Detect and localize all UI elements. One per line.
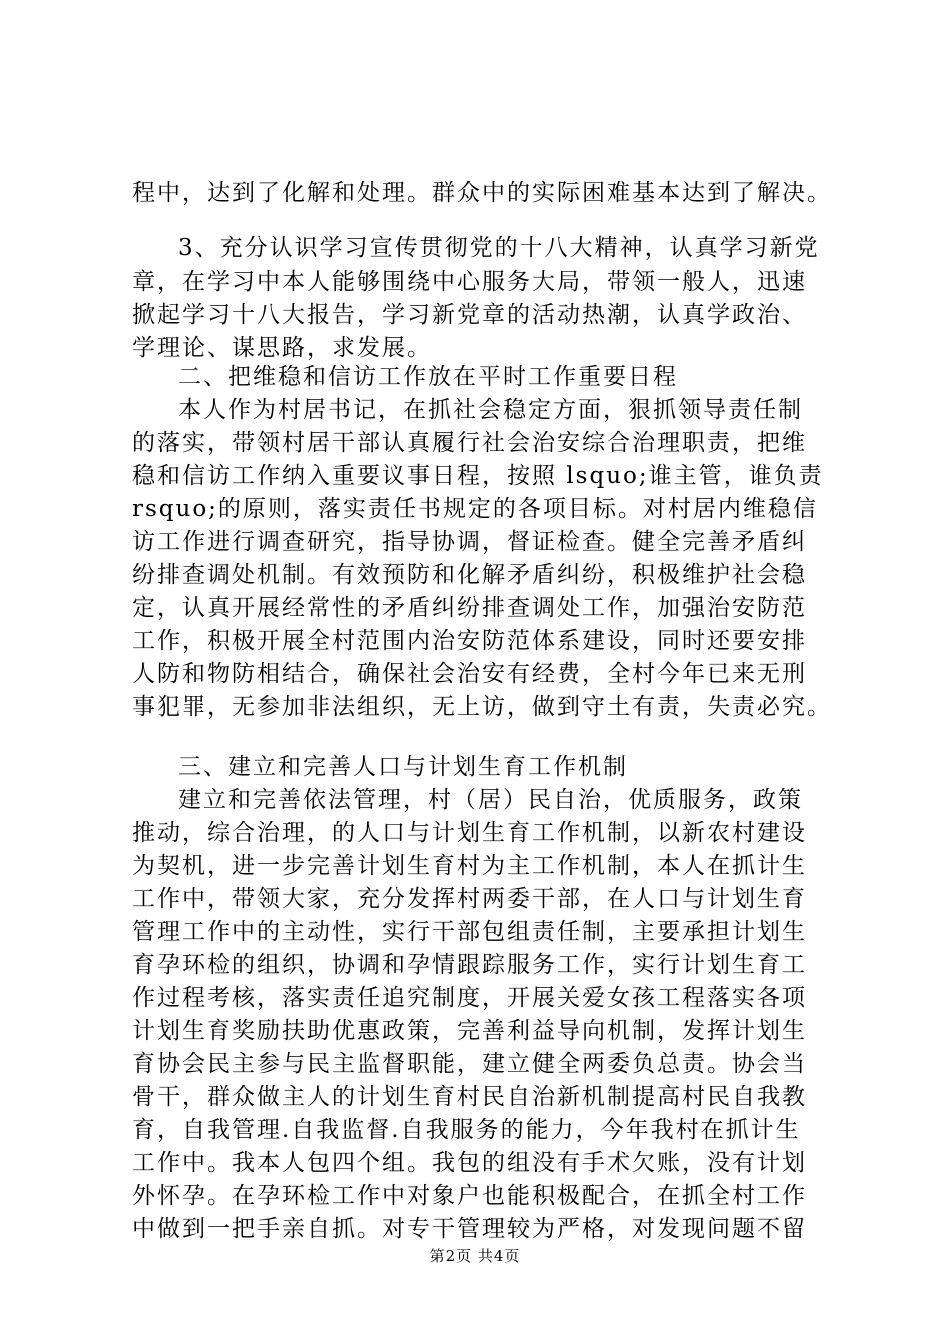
body-text-line: 工作，积极开展全村范围内治安防范体系建设，同时还要安排 [132, 628, 807, 654]
body-text-line: 管理工作中的主动性，实行干部包组责任制，主要承担计划生 [132, 919, 807, 945]
body-text-line: 计划生育奖励扶助优惠政策，完善利益导向机制，发挥计划生 [132, 1018, 807, 1044]
section-heading: 三、建立和完善人口与计划生育工作机制 [178, 754, 628, 780]
body-text-line: 育协会民主参与民主监督职能，建立健全两委负总责。协会当 [132, 1051, 807, 1077]
body-text-line: 学理论、谋思路，求发展。 [132, 335, 432, 361]
body-text-line: 作过程考核，落实责任追究制度，开展关爱女孩工程落实各项 [132, 985, 807, 1011]
body-text-line: 稳和信访工作纳入重要议事日程，按照 lsquo;谁主管，谁负责 [132, 463, 824, 489]
body-text-line: 程中，达到了化解和处理。群众中的实际困难基本达到了解决。 [132, 180, 832, 206]
body-text-line: 工作中，带领大家，充分发挥村两委干部，在人口与计划生育 [132, 886, 807, 912]
body-text-line: 中做到一把手亲自抓。对专干管理较为严格，对发现问题不留 [132, 1216, 807, 1242]
body-text-line: 骨干，群众做主人的计划生育村民自治新机制提高村民自我教 [132, 1084, 807, 1110]
body-text-line: 定，认真开展经常性的矛盾纠纷排查调处工作，加强治安防范 [132, 595, 807, 621]
body-text-line: 掀起学习十八大报告，学习新党章的活动热潮，认真学政治、 [132, 302, 807, 328]
body-text-line: 的落实，带领村居干部认真履行社会治安综合治理职责，把维 [132, 430, 807, 456]
body-text-line: 推动，综合治理，的人口与计划生育工作机制，以新农村建设 [132, 820, 807, 846]
body-text-line: 3、充分认识学习宣传贯彻党的十八大精神，认真学习新党 [178, 235, 820, 261]
body-text-line: 育，自我管理.自我监督.自我服务的能力，今年我村在抓计生 [132, 1117, 801, 1143]
body-text-line: 建立和完善依法管理，村（居）民自治，优质服务，政策 [178, 787, 803, 813]
body-text-line: 本人作为村居书记，在抓社会稳定方面，狠抓领导责任制 [178, 397, 803, 423]
body-text-line: 事犯罪，无参加非法组织，无上访，做到守土有责，失责必究。 [132, 694, 832, 720]
body-text-line: 纷排查调处机制。有效预防和化解矛盾纠纷，积极维护社会稳 [132, 562, 807, 588]
body-text-line: 访工作进行调查研究，指导协调，督证检查。健全完善矛盾纠 [132, 529, 807, 555]
body-text-line: 外怀孕。在孕环检工作中对象户也能积极配合，在抓全村工作 [132, 1183, 807, 1209]
page-number: 第2页 共4页 [429, 1247, 521, 1265]
body-text-line: rsquo;的原则，落实责任书规定的各项目标。对村居内维稳信 [132, 496, 818, 522]
section-heading: 二、把维稳和信访工作放在平时工作重要日程 [178, 364, 678, 390]
body-text-line: 人防和物防相结合，确保社会治安有经费，全村今年已来无刑 [132, 661, 807, 687]
body-text-line: 育孕环检的组织，协调和孕情跟踪服务工作，实行计划生育工 [132, 952, 807, 978]
body-text-line: 工作中。我本人包四个组。我包的组没有手术欠账，没有计划 [132, 1150, 807, 1176]
body-text-line: 为契机，进一步完善计划生育村为主工作机制，本人在抓计生 [132, 853, 807, 879]
body-text-line: 章，在学习中本人能够围绕中心服务大局，带领一般人，迅速 [132, 269, 807, 295]
